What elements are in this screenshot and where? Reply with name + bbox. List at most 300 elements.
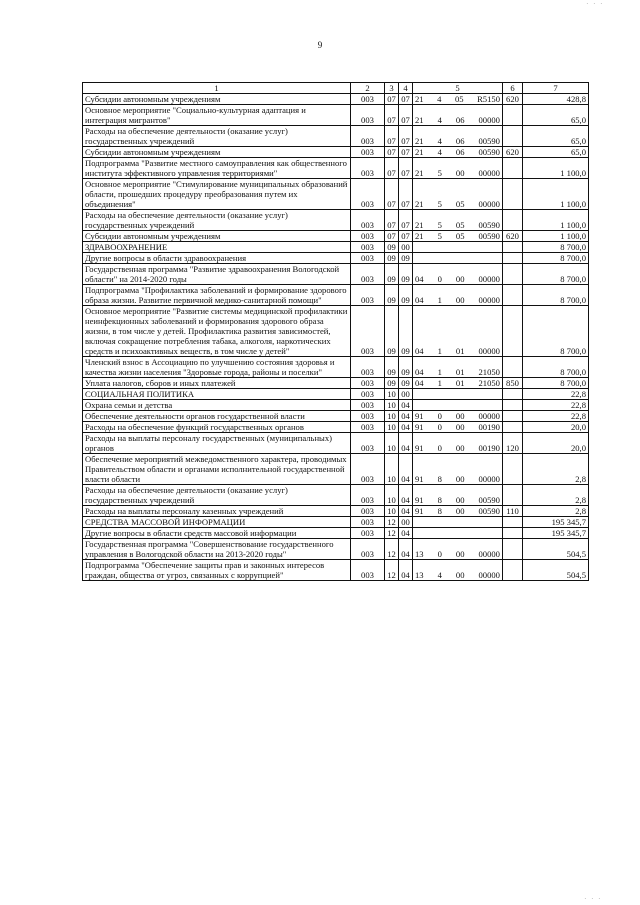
target-article-part: 00590	[478, 220, 500, 230]
row-amount: 1 100,0	[523, 158, 589, 179]
row-target-article	[413, 285, 503, 306]
row-code-section: 10	[385, 485, 399, 506]
row-code-admin: 003	[351, 485, 385, 506]
row-amount: 8 700,0	[523, 357, 589, 378]
target-article-part: 21	[415, 220, 424, 230]
row-target-article	[413, 485, 503, 506]
row-name: Государственная программа "Развитие здравоохранения Вологодской области" на 2014-2020 годы	[83, 264, 351, 285]
table-row	[83, 422, 589, 433]
row-name: Расходы на обеспечение деятельности (оказание услуг) государственных учреждений	[83, 485, 351, 506]
target-article-part: 04	[415, 295, 424, 305]
row-name: Основное мероприятие "Развитие системы медицинской профилактики неинфекционных заболеваний и формирования здорового образа жизни, в том числе у детей. Профилактика развития зависимостей, включая сокращение потребления табака, алкоголя, наркотических средств и психоактивных веществ, в том числе у детей"	[83, 306, 351, 357]
table-row	[83, 94, 589, 105]
target-article-part: 01	[455, 346, 465, 356]
table-row	[83, 285, 589, 306]
target-article-part: 1	[437, 367, 442, 377]
target-article-parts	[413, 295, 502, 305]
row-amount: 504,5	[523, 560, 589, 581]
target-article-parts	[413, 506, 502, 516]
target-article-parts	[413, 443, 502, 453]
row-code-subsection: 04	[399, 400, 413, 411]
row-target-article	[413, 378, 503, 389]
table-row	[83, 485, 589, 506]
row-name: Обеспечение деятельности органов государственной власти	[83, 411, 351, 422]
target-article-part: 00	[455, 274, 465, 284]
row-code-admin: 003	[351, 231, 385, 242]
row-code-admin: 003	[351, 105, 385, 126]
row-code-admin: 003	[351, 411, 385, 422]
row-expense-type	[503, 357, 523, 378]
target-article-parts	[413, 367, 502, 377]
row-code-section: 09	[385, 253, 399, 264]
row-code-section: 10	[385, 433, 399, 454]
row-code-admin: 003	[351, 517, 385, 528]
row-code-admin: 003	[351, 264, 385, 285]
row-code-section: 10	[385, 422, 399, 433]
row-name: Подпрограмма "Профилактика заболеваний и формирование здорового образа жизни. Развитие первичной медико-санитарной помощи"	[83, 285, 351, 306]
header-col-2: 2	[351, 83, 385, 94]
target-article-parts	[413, 346, 502, 356]
row-amount: 1 100,0	[523, 179, 589, 210]
row-amount: 8 700,0	[523, 378, 589, 389]
row-amount: 2,8	[523, 485, 589, 506]
row-name: Расходы на обеспечение функций государственных органов	[83, 422, 351, 433]
row-name: Другие вопросы в области здравоохранения	[83, 253, 351, 264]
target-article-part: 5	[437, 220, 442, 230]
target-article-part: 04	[415, 378, 424, 388]
row-target-article	[413, 126, 503, 147]
row-code-subsection: 09	[399, 378, 413, 389]
row-code-section: 07	[385, 105, 399, 126]
corner-marks-top: . . .	[586, 0, 604, 6]
row-target-article	[413, 389, 503, 400]
row-name: Охрана семьи и детства	[83, 400, 351, 411]
target-article-part: 21	[415, 136, 424, 146]
target-article-part: 00	[455, 295, 465, 305]
row-expense-type	[503, 242, 523, 253]
row-name: Расходы на выплаты персоналу государственных (муниципальных) органов	[83, 433, 351, 454]
target-article-part: 5	[437, 199, 442, 209]
table-row	[83, 126, 589, 147]
row-code-admin: 003	[351, 378, 385, 389]
row-target-article	[413, 158, 503, 179]
row-code-admin: 003	[351, 422, 385, 433]
target-article-part: 91	[415, 495, 424, 505]
target-article-part: 01	[455, 378, 465, 388]
row-amount: 195 345,7	[523, 517, 589, 528]
row-code-section: 09	[385, 264, 399, 285]
row-name: Подпрограмма "Обеспечение защиты прав и законных интересов граждан, общества от угроз, связанных с коррупцией"	[83, 560, 351, 581]
target-article-part: 06	[455, 147, 465, 157]
table-row	[83, 378, 589, 389]
row-code-subsection: 04	[399, 485, 413, 506]
table-row	[83, 158, 589, 179]
header-col-4: 4	[399, 83, 413, 94]
table-row	[83, 433, 589, 454]
row-code-subsection: 09	[399, 285, 413, 306]
row-code-subsection: 07	[399, 158, 413, 179]
row-target-article	[413, 422, 503, 433]
row-code-admin: 003	[351, 560, 385, 581]
row-expense-type: 620	[503, 94, 523, 105]
target-article-part: 04	[415, 346, 424, 356]
row-code-admin: 003	[351, 506, 385, 517]
row-code-subsection: 07	[399, 94, 413, 105]
row-name: Другие вопросы в области средств массовой информации	[83, 528, 351, 539]
row-code-subsection: 04	[399, 539, 413, 560]
row-name: Обеспечение мероприятий межведомственного характера, проводимых Правительством области и органами исполнительной государственной власти области	[83, 454, 351, 485]
row-target-article	[413, 411, 503, 422]
table-row	[83, 528, 589, 539]
row-name: ЗДРАВООХРАНЕНИЕ	[83, 242, 351, 253]
row-target-article	[413, 400, 503, 411]
row-code-subsection: 09	[399, 357, 413, 378]
table-row	[83, 179, 589, 210]
target-article-part: 00	[455, 422, 465, 432]
header-col-7: 7	[523, 83, 589, 94]
target-article-parts	[413, 220, 502, 230]
target-article-parts	[413, 168, 502, 178]
row-code-section: 10	[385, 506, 399, 517]
row-name: Основное мероприятие "Стимулирование муниципальных образований области, прошедших процедуру преобразования путем их объединения"	[83, 179, 351, 210]
target-article-parts	[413, 115, 502, 125]
row-expense-type	[503, 400, 523, 411]
row-amount: 65,0	[523, 126, 589, 147]
target-article-part: 00000	[478, 115, 500, 125]
target-article-part: 5	[437, 168, 442, 178]
row-code-section: 07	[385, 179, 399, 210]
table-body	[83, 94, 589, 581]
target-article-part: 00590	[478, 147, 500, 157]
target-article-part: 4	[437, 570, 442, 580]
row-expense-type	[503, 485, 523, 506]
row-amount: 8 700,0	[523, 264, 589, 285]
row-code-section: 07	[385, 210, 399, 231]
row-name: Уплата налогов, сборов и иных платежей	[83, 378, 351, 389]
table-row	[83, 264, 589, 285]
target-article-part: 00000	[478, 570, 500, 580]
row-expense-type	[503, 105, 523, 126]
row-amount: 195 345,7	[523, 528, 589, 539]
target-article-parts	[413, 495, 502, 505]
target-article-part: 91	[415, 506, 424, 516]
target-article-part: 4	[437, 136, 442, 146]
target-article-part: 00	[455, 168, 465, 178]
row-target-article	[413, 264, 503, 285]
row-code-section: 10	[385, 454, 399, 485]
target-article-part: 21	[415, 115, 424, 125]
row-amount: 20,0	[523, 433, 589, 454]
table-row	[83, 105, 589, 126]
target-article-part: 00590	[478, 136, 500, 146]
target-article-part: 05	[455, 220, 465, 230]
row-code-admin: 003	[351, 94, 385, 105]
row-name: Подпрограмма "Развитие местного самоуправления как общественного института эффективного управления территориями"	[83, 158, 351, 179]
row-code-subsection: 00	[399, 242, 413, 253]
row-expense-type	[503, 285, 523, 306]
row-target-article	[413, 231, 503, 242]
row-code-subsection: 07	[399, 105, 413, 126]
table-row	[83, 357, 589, 378]
target-article-part: 00590	[478, 231, 500, 241]
row-expense-type	[503, 126, 523, 147]
row-expense-type	[503, 539, 523, 560]
page-number: 9	[317, 40, 323, 50]
row-target-article	[413, 506, 503, 517]
row-amount: 8 700,0	[523, 285, 589, 306]
row-expense-type	[503, 253, 523, 264]
target-article-part: 1	[437, 346, 442, 356]
row-code-section: 09	[385, 357, 399, 378]
target-article-part: 00000	[478, 199, 500, 209]
target-article-parts	[413, 549, 502, 559]
row-code-section: 09	[385, 242, 399, 253]
row-code-admin: 003	[351, 210, 385, 231]
row-target-article	[413, 357, 503, 378]
row-code-section: 10	[385, 411, 399, 422]
row-code-subsection: 04	[399, 528, 413, 539]
row-code-subsection: 04	[399, 506, 413, 517]
table-header	[83, 83, 589, 94]
row-target-article	[413, 253, 503, 264]
row-code-section: 07	[385, 158, 399, 179]
row-code-admin: 003	[351, 158, 385, 179]
row-target-article	[413, 433, 503, 454]
row-amount: 2,8	[523, 454, 589, 485]
row-expense-type	[503, 306, 523, 357]
target-article-part: 8	[437, 506, 442, 516]
row-expense-type	[503, 264, 523, 285]
row-code-section: 12	[385, 539, 399, 560]
row-expense-type	[503, 560, 523, 581]
row-code-admin: 003	[351, 147, 385, 158]
row-code-subsection: 07	[399, 126, 413, 147]
row-code-admin: 003	[351, 433, 385, 454]
target-article-part: 0	[437, 549, 442, 559]
target-article-part: 13	[415, 549, 424, 559]
row-target-article	[413, 539, 503, 560]
target-article-parts	[413, 378, 502, 388]
row-amount: 428,8	[523, 94, 589, 105]
row-code-section: 09	[385, 285, 399, 306]
target-article-parts	[413, 474, 502, 484]
target-article-part: 00	[455, 495, 465, 505]
target-article-parts	[413, 274, 502, 284]
row-amount: 8 700,0	[523, 306, 589, 357]
table-row	[83, 253, 589, 264]
row-expense-type	[503, 179, 523, 210]
row-target-article	[413, 147, 503, 158]
table-row	[83, 454, 589, 485]
target-article-part: 04	[415, 367, 424, 377]
table-row	[83, 517, 589, 528]
row-code-subsection: 07	[399, 210, 413, 231]
row-name: Субсидии автономным учреждениям	[83, 147, 351, 158]
target-article-part: 21	[415, 147, 424, 157]
target-article-part: 00	[455, 506, 465, 516]
row-name: СРЕДСТВА МАССОВОЙ ИНФОРМАЦИИ	[83, 517, 351, 528]
target-article-part: 00000	[478, 346, 500, 356]
target-article-part: 1	[437, 295, 442, 305]
target-article-part: 0	[437, 274, 442, 284]
row-amount: 65,0	[523, 105, 589, 126]
row-code-admin: 003	[351, 528, 385, 539]
table-row	[83, 560, 589, 581]
row-expense-type	[503, 517, 523, 528]
row-code-section: 12	[385, 560, 399, 581]
row-code-admin: 003	[351, 539, 385, 560]
target-article-parts	[413, 94, 502, 104]
row-code-section: 09	[385, 306, 399, 357]
row-amount: 22,8	[523, 400, 589, 411]
row-code-subsection: 07	[399, 179, 413, 210]
row-code-subsection: 07	[399, 231, 413, 242]
row-amount: 1 100,0	[523, 210, 589, 231]
target-article-part: 21	[415, 168, 424, 178]
target-article-part: 00590	[478, 506, 500, 516]
row-target-article	[413, 560, 503, 581]
row-target-article	[413, 210, 503, 231]
row-expense-type	[503, 210, 523, 231]
target-article-part: 00000	[478, 474, 500, 484]
row-amount: 20,0	[523, 422, 589, 433]
target-article-parts	[413, 136, 502, 146]
row-amount: 65,0	[523, 147, 589, 158]
table-row	[83, 389, 589, 400]
target-article-part: 4	[437, 94, 442, 104]
row-target-article	[413, 179, 503, 210]
row-code-subsection: 00	[399, 517, 413, 528]
target-article-part: 8	[437, 495, 442, 505]
header-col-5: 5	[413, 83, 503, 94]
row-code-subsection: 04	[399, 422, 413, 433]
corner-marks-bottom: . . .	[584, 895, 602, 901]
row-expense-type	[503, 411, 523, 422]
table-row	[83, 242, 589, 253]
target-article-part: 00	[455, 443, 465, 453]
table-row	[83, 506, 589, 517]
target-article-part: 1	[437, 378, 442, 388]
row-expense-type: 620	[503, 231, 523, 242]
target-article-part: 91	[415, 443, 424, 453]
row-code-admin: 003	[351, 454, 385, 485]
target-article-part: 00190	[478, 443, 500, 453]
row-amount: 8 700,0	[523, 242, 589, 253]
row-code-subsection: 00	[399, 389, 413, 400]
row-target-article	[413, 94, 503, 105]
table-row	[83, 147, 589, 158]
row-code-admin: 003	[351, 306, 385, 357]
row-code-admin: 003	[351, 179, 385, 210]
row-code-section: 10	[385, 389, 399, 400]
row-code-subsection: 04	[399, 560, 413, 581]
header-col-6: 6	[503, 83, 523, 94]
budget-table	[82, 82, 589, 581]
target-article-part: 01	[455, 367, 465, 377]
row-code-admin: 003	[351, 242, 385, 253]
row-expense-type: 620	[503, 147, 523, 158]
table-row	[83, 400, 589, 411]
target-article-part: 21	[415, 231, 424, 241]
row-expense-type	[503, 158, 523, 179]
target-article-parts	[413, 411, 502, 421]
header-row	[83, 83, 589, 94]
target-article-part: 00000	[478, 549, 500, 559]
target-article-parts	[413, 422, 502, 432]
row-code-subsection: 09	[399, 264, 413, 285]
target-article-part: 00000	[478, 168, 500, 178]
target-article-part: 21	[415, 199, 424, 209]
row-name: Основное мероприятие "Социально-культурная адаптация и интеграция мигрантов"	[83, 105, 351, 126]
row-code-admin: 003	[351, 389, 385, 400]
table-row	[83, 539, 589, 560]
target-article-part: 8	[437, 474, 442, 484]
header-col-1: 1	[83, 83, 351, 94]
target-article-part: 4	[437, 147, 442, 157]
row-code-section: 07	[385, 147, 399, 158]
row-code-section: 10	[385, 400, 399, 411]
table-row	[83, 306, 589, 357]
target-article-part: 0	[437, 422, 442, 432]
row-name: Членский взнос в Ассоциацию по улучшению состояния здоровья и качества жизни населения "Здоровые города, районы и поселки"	[83, 357, 351, 378]
row-amount: 22,8	[523, 389, 589, 400]
row-amount: 8 700,0	[523, 253, 589, 264]
row-code-subsection: 04	[399, 411, 413, 422]
row-code-section: 12	[385, 528, 399, 539]
table-row	[83, 231, 589, 242]
target-article-part: 91	[415, 411, 424, 421]
row-code-section: 07	[385, 126, 399, 147]
target-article-parts	[413, 199, 502, 209]
target-article-part: 00	[455, 549, 465, 559]
row-code-section: 07	[385, 231, 399, 242]
table-row	[83, 411, 589, 422]
target-article-part: 91	[415, 422, 424, 432]
row-target-article	[413, 306, 503, 357]
row-code-subsection: 04	[399, 454, 413, 485]
row-amount: 504,5	[523, 539, 589, 560]
row-code-subsection: 07	[399, 147, 413, 158]
row-amount: 1 100,0	[523, 231, 589, 242]
row-target-article	[413, 242, 503, 253]
target-article-part: 21050	[478, 378, 500, 388]
row-code-section: 07	[385, 94, 399, 105]
target-article-parts	[413, 147, 502, 157]
table-row	[83, 210, 589, 231]
row-name: СОЦИАЛЬНАЯ ПОЛИТИКА	[83, 389, 351, 400]
target-article-part: 91	[415, 474, 424, 484]
row-expense-type	[503, 389, 523, 400]
target-article-part: 0	[437, 411, 442, 421]
row-code-section: 09	[385, 378, 399, 389]
target-article-part: 05	[455, 199, 465, 209]
row-expense-type: 120	[503, 433, 523, 454]
target-article-part: 5	[437, 231, 442, 241]
target-article-part: 00000	[478, 411, 500, 421]
row-name: Расходы на выплаты персоналу казенных учреждений	[83, 506, 351, 517]
row-code-section: 12	[385, 517, 399, 528]
row-expense-type: 110	[503, 506, 523, 517]
target-article-part: 00190	[478, 422, 500, 432]
row-expense-type	[503, 528, 523, 539]
target-article-part: 21	[415, 94, 424, 104]
row-target-article	[413, 105, 503, 126]
header-col-3: 3	[385, 83, 399, 94]
row-expense-type: 850	[503, 378, 523, 389]
row-code-subsection: 09	[399, 306, 413, 357]
row-amount: 22,8	[523, 411, 589, 422]
row-code-admin: 003	[351, 357, 385, 378]
